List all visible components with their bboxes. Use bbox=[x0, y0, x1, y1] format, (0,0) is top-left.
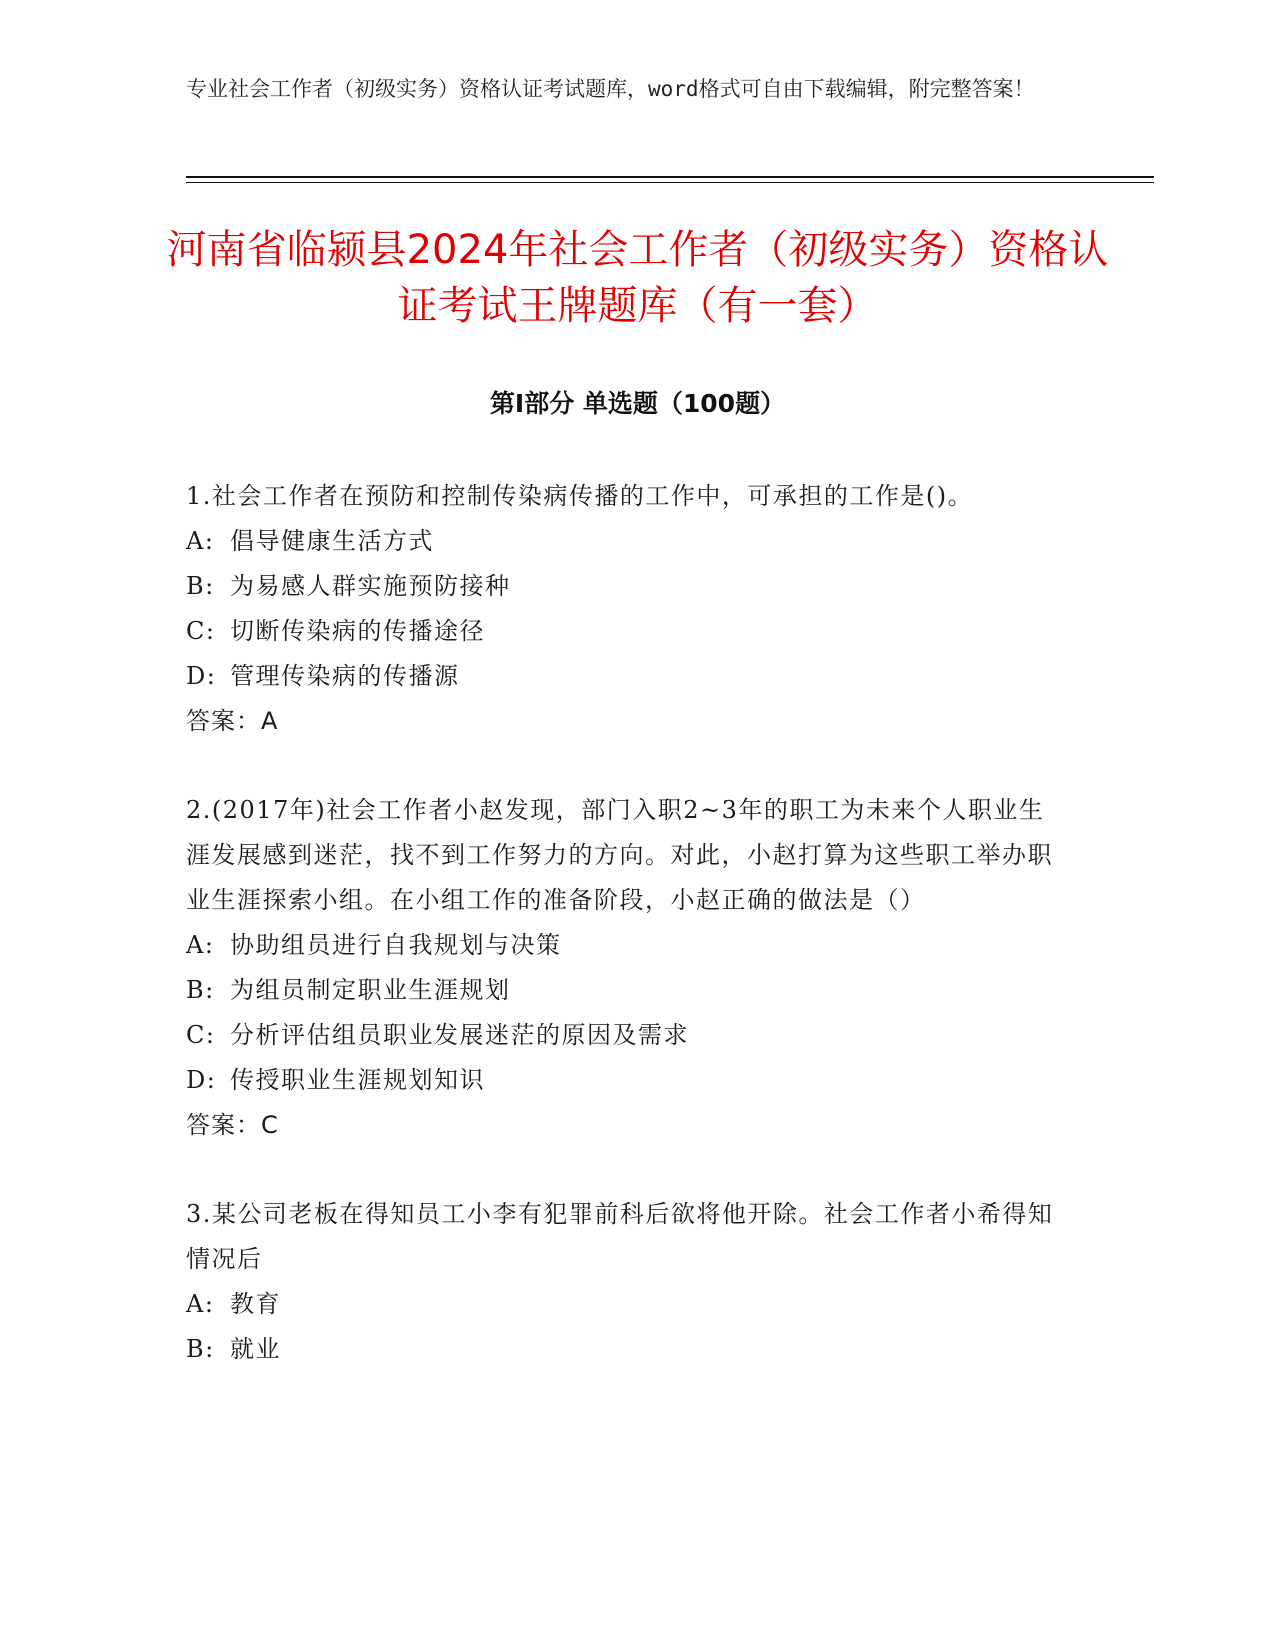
option-d bbox=[186, 1058, 1066, 1103]
option-key: B: bbox=[186, 1335, 215, 1363]
option-c bbox=[186, 1013, 1066, 1058]
question-3 bbox=[186, 1192, 1066, 1372]
question-stem: 2.(2017年)社会工作者小赵发现，部门入职2~3年的职工为未来个人职业生涯发展感到迷茫，找不到工作努力的方向。对此，小赵打算为这些职工举办职业生涯探索小组。在小组工作的准备阶段，小赵正确的做法是（） bbox=[186, 796, 1053, 914]
option-text: 就业 bbox=[230, 1335, 281, 1363]
option-key: D: bbox=[186, 1066, 217, 1094]
question-2 bbox=[186, 788, 1066, 1148]
document-title: 河南省临颍县2024年社会工作者（初级实务）资格认证考试王牌题库（有一套） bbox=[166, 227, 1109, 329]
option-text: 传授职业生涯规划知识 bbox=[230, 1066, 485, 1094]
answer-line: 答案：C bbox=[186, 1111, 279, 1139]
option-a bbox=[186, 519, 1066, 564]
option-d bbox=[186, 654, 1066, 699]
option-text: 倡导健康生活方式 bbox=[230, 527, 434, 555]
answer-line: 答案：A bbox=[186, 707, 279, 735]
option-b bbox=[186, 1327, 1066, 1372]
header-note: 专业社会工作者（初级实务）资格认证考试题库，word格式可自由下载编辑，附完整答案！ bbox=[186, 77, 1035, 101]
question-stem: 3.某公司老板在得知员工小李有犯罪前科后欲将他开除。社会工作者小希得知情况后 bbox=[186, 1200, 1054, 1273]
question-1 bbox=[186, 474, 1066, 744]
header-divider-thick bbox=[186, 176, 1154, 178]
option-key: B: bbox=[186, 572, 215, 600]
option-key: A: bbox=[186, 1290, 215, 1318]
option-key: D: bbox=[186, 662, 217, 690]
header-divider-thin bbox=[186, 182, 1154, 183]
option-key: A: bbox=[186, 931, 215, 959]
option-text: 教育 bbox=[230, 1290, 281, 1318]
option-c bbox=[186, 609, 1066, 654]
option-text: 为易感人群实施预防接种 bbox=[230, 572, 511, 600]
option-key: C: bbox=[186, 617, 216, 645]
option-b bbox=[186, 564, 1066, 609]
question-list bbox=[186, 474, 1066, 1416]
option-a bbox=[186, 923, 1066, 968]
option-text: 分析评估组员职业发展迷茫的原因及需求 bbox=[230, 1021, 689, 1049]
option-key: C: bbox=[186, 1021, 216, 1049]
option-key: A: bbox=[186, 527, 215, 555]
option-b bbox=[186, 968, 1066, 1013]
option-a bbox=[186, 1282, 1066, 1327]
section-title: 第I部分 单选题（100题） bbox=[489, 389, 786, 418]
option-key: B: bbox=[186, 976, 215, 1004]
question-stem: 1.社会工作者在预防和控制传染病传播的工作中，可承担的工作是()。 bbox=[186, 482, 974, 510]
option-text: 管理传染病的传播源 bbox=[230, 662, 460, 690]
option-text: 切断传染病的传播途径 bbox=[230, 617, 485, 645]
option-text: 为组员制定职业生涯规划 bbox=[230, 976, 511, 1004]
option-text: 协助组员进行自我规划与决策 bbox=[230, 931, 562, 959]
